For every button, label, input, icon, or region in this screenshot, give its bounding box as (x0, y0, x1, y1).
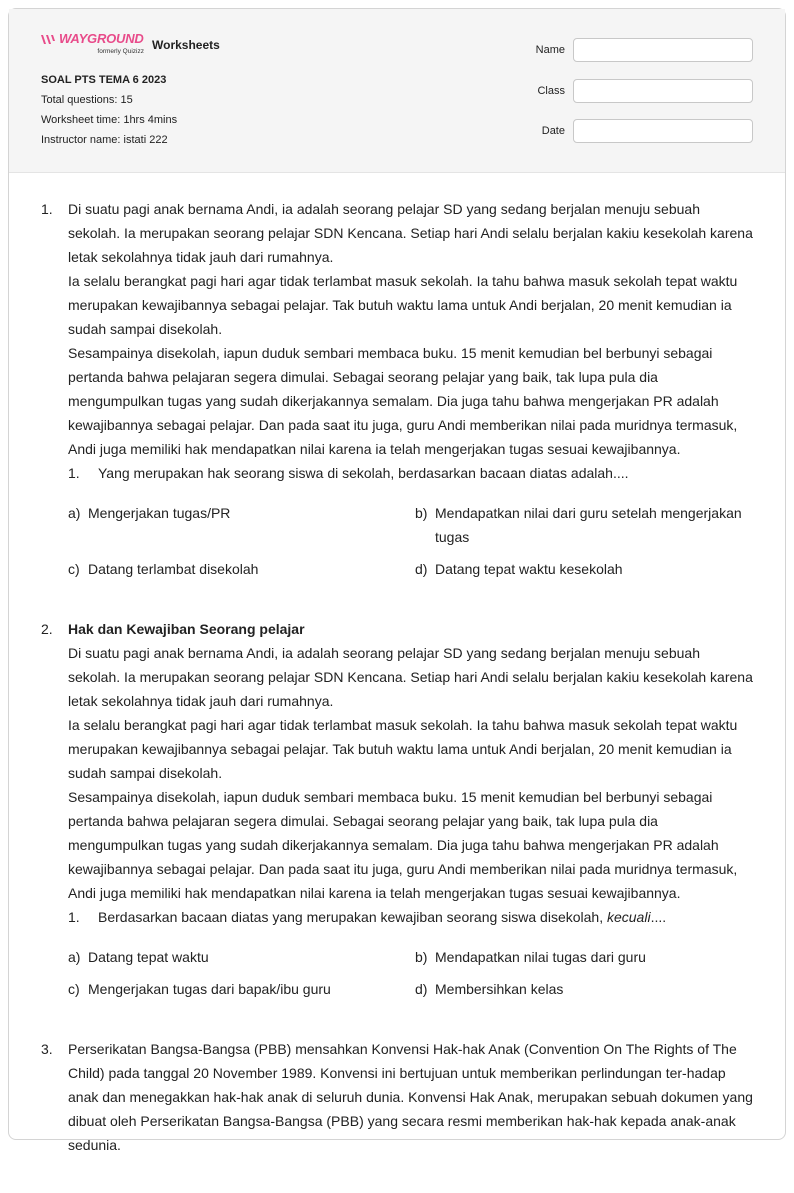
question-paragraph: Perserikatan Bangsa-Bangsa (PBB) mensahkan Konvensi Hak-hak Anak (Convention On The Rights of The Child) pada tanggal 20 November 1989. Konvensi ini bertujuan untuk memberikan perlindungan ter-hadap anak dan menegakkan hak-hak anak di seluruh dunia. Konvensi Hak Anak, merupakan sebuah dokumen yang dibuat oleh Perserikatan Bangsa-Bangsa (PBB) yang secara resmi memberikan hak-hak kepada anak-anak sedunia. (68, 1041, 753, 1153)
answer-option-d[interactable] (415, 557, 755, 581)
name-label: Name (535, 44, 565, 56)
option-letter: d) (415, 981, 428, 997)
question-paragraph: Sesampainya disekolah, iapun duduk sembari membaca buku. 15 menit kemudian bel berbunyi sebagai pertanda bahwa pelajaran segera dimulai. Sebagai seorang pelajar yang baik, tak lupa pula dia mengumpulkan tugas yang sudah dikerjakannya semalam. Dia juga tahu bahwa mengerjakan PR adalah kewajibannya sebagai pelajar. Dan pada saat itu juga, guru Andi memberikan nilai pada muridnya termasuk, Andi juga memiliki hak mendapatkan nilai karena ia telah mengerjakan tugas sesuai kewajibannya. (68, 789, 738, 901)
option-text: Datang tepat waktu kesekolah (435, 561, 623, 577)
total-questions: Total questions: 15 (41, 94, 133, 106)
answer-option-b[interactable] (415, 945, 755, 969)
brand-name: WAYGROUND (59, 31, 144, 46)
name-input[interactable] (573, 38, 753, 62)
question-number: 2. (41, 621, 53, 637)
answer-option-c[interactable] (68, 557, 415, 581)
sub-question-main: Berdasarkan bacaan diatas yang merupakan kewajiban seorang siswa disekolah, (98, 909, 607, 925)
answer-option-c[interactable] (68, 977, 415, 1001)
brand-area (40, 31, 220, 55)
question-paragraph: Di suatu pagi anak bernama Andi, ia adalah seorang pelajar SD yang sedang berjalan menuju sebuah sekolah. Ia merupakan seorang pelajar SDN Kencana. Setiap hari Andi selalu berjalan kakiu kesekolah karena letak sekolahnya tidak jauh dari rumahnya. (68, 201, 753, 265)
name-field-row (505, 38, 753, 62)
brand-logo (40, 31, 144, 55)
worksheet-title: SOAL PTS TEMA 6 2023 (41, 74, 167, 86)
questions-list (40, 197, 756, 1193)
class-input[interactable] (573, 79, 753, 103)
sub-question (68, 905, 756, 929)
date-label: Date (541, 125, 565, 137)
worksheet-meta (41, 73, 177, 153)
question-paragraph: Sesampainya disekolah, iapun duduk sembari membaca buku. 15 menit kemudian bel berbunyi sebagai pertanda bahwa pelajaran segera dimulai. Sebagai seorang pelajar yang baik, tak lupa pula dia mengumpulkan tugas yang sudah dikerjakannya semalam. Dia juga tahu bahwa mengerjakan PR adalah kewajibannya sebagai pelajar. Dan pada saat itu juga, guru Andi memberikan nilai pada muridnya termasuk, Andi juga memiliki hak mendapatkan nilai karena ia telah mengerjakan tugas sesuai kewajibannya. (68, 345, 738, 457)
brand-subtitle: formerly Quizizz (97, 48, 144, 55)
option-letter: c) (68, 561, 80, 577)
sub-question-text: Yang merupakan hak seorang siswa di sekolah, berdasarkan bacaan diatas adalah.... (98, 465, 629, 481)
option-text: Membersihkan kelas (435, 981, 564, 997)
option-letter: a) (68, 505, 81, 521)
date-field-row (505, 119, 753, 143)
answer-options (68, 501, 756, 581)
question-title: Hak dan Kewajiban Seorang pelajar (68, 621, 305, 637)
option-text: Mengerjakan tugas/PR (88, 505, 231, 521)
sub-question-text (98, 905, 666, 929)
instructor-name: Instructor name: istati 222 (41, 134, 168, 146)
sub-question-italic: kecuali (606, 909, 651, 925)
option-text: Mendapatkan nilai tugas dari guru (435, 949, 646, 965)
question-paragraph: Ia selalu berangkat pagi hari agar tidak terlambat masuk sekolah. Ia tahu bahwa masuk sekolah tepat waktu merupakan kewajibannya sebagai pelajar. Tak butuh waktu lama untuk Andi berjalan, 20 menit kemudian ia sudah sampai disekolah. (68, 273, 738, 337)
question-1 (40, 197, 756, 581)
option-letter: c) (68, 981, 80, 997)
sub-question-number: 1. (68, 465, 80, 481)
class-field-row (505, 79, 753, 103)
question-3 (40, 1037, 756, 1157)
answer-option-d[interactable] (415, 977, 755, 1001)
question-paragraph: Ia selalu berangkat pagi hari agar tidak terlambat masuk sekolah. Ia tahu bahwa masuk sekolah tepat waktu merupakan kewajibannya sebagai pelajar. Tak butuh waktu lama untuk Andi berjalan, 20 menit kemudian ia sudah sampai disekolah. (68, 717, 738, 781)
answer-option-a[interactable] (68, 501, 415, 549)
option-text: Datang terlambat disekolah (88, 561, 259, 577)
option-letter: a) (68, 949, 81, 965)
answer-option-a[interactable] (68, 945, 415, 969)
worksheet-header (9, 9, 785, 173)
section-label: Worksheets (152, 38, 220, 52)
option-letter: b) (415, 949, 428, 965)
sub-question-number: 1. (68, 909, 80, 925)
option-letter: d) (415, 561, 428, 577)
wayground-logo-icon (40, 33, 56, 46)
option-text: Datang tepat waktu (88, 949, 209, 965)
worksheet-time: Worksheet time: 1hrs 4mins (41, 114, 178, 126)
date-input[interactable] (573, 119, 753, 143)
option-text: Mendapatkan nilai dari guru setelah mengerjakan tugas (435, 505, 742, 545)
answer-options (68, 945, 756, 1001)
sub-question (68, 461, 756, 485)
answer-option-b[interactable] (415, 501, 755, 549)
question-paragraph: Di suatu pagi anak bernama Andi, ia adalah seorang pelajar SD yang sedang berjalan menuju sebuah sekolah. Ia merupakan seorang pelajar SDN Kencana. Setiap hari Andi selalu berjalan kakiu kesekolah karena letak sekolahnya tidak jauh dari rumahnya. (68, 645, 753, 709)
worksheet-page (8, 8, 786, 1153)
question-2 (40, 617, 756, 1001)
question-number: 1. (41, 201, 53, 217)
question-number: 3. (41, 1041, 53, 1057)
sub-question-tail: .... (650, 909, 667, 925)
class-label: Class (537, 85, 565, 97)
option-text: Mengerjakan tugas dari bapak/ibu guru (88, 981, 331, 997)
option-letter: b) (415, 505, 428, 521)
